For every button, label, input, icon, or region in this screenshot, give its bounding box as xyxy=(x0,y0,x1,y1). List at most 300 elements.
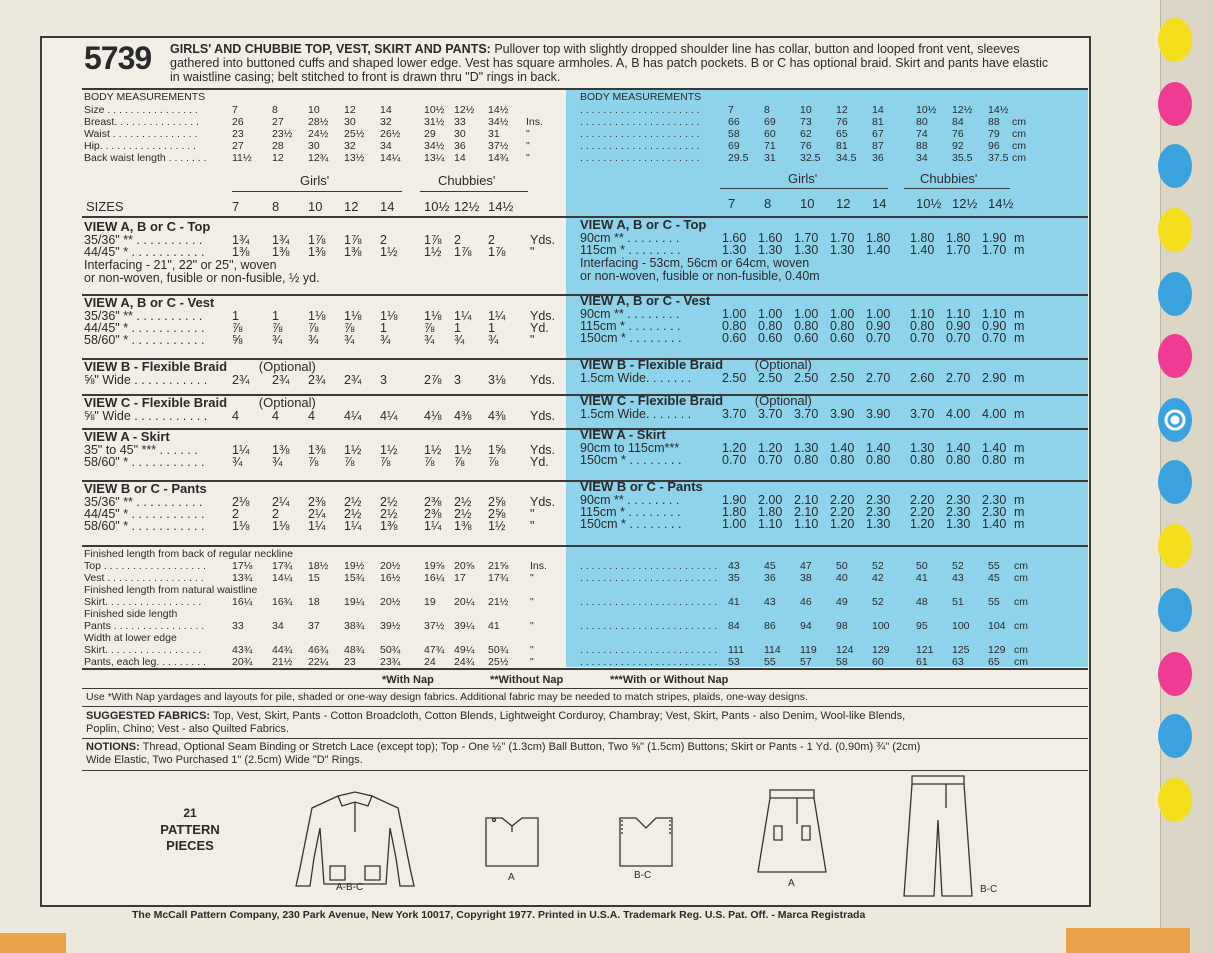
metric-body-value: 84 xyxy=(952,116,964,128)
meter-unit: m xyxy=(1014,243,1025,257)
body-row-label: Breast. . . . . . . . . . . . . . . xyxy=(84,116,199,128)
meter-value: 2.90 xyxy=(982,371,1007,385)
metric-body-dot-leader: . . . . . . . . . . . . . . . . . . . . . xyxy=(580,152,700,164)
metric-finished-value: 84 xyxy=(728,620,740,632)
yardage-value: 4 xyxy=(308,409,315,423)
finished-heading: Finished length from back of regular neckline xyxy=(84,548,293,560)
body-value: 31½ xyxy=(424,116,445,128)
finished-row-label: Pants, each leg. . . . . . . . . xyxy=(84,656,206,668)
finished-value: 19⅝ xyxy=(424,560,445,572)
meter-value: 1.00 xyxy=(722,307,747,321)
size-header: 10½ xyxy=(424,199,450,214)
finished-unit: " xyxy=(530,656,534,668)
metric-finished-value: 124 xyxy=(836,644,854,656)
metric-body-value: 12 xyxy=(836,104,848,116)
metric-body-value: 67 xyxy=(872,128,884,140)
yardage-value: ¾ xyxy=(344,333,355,347)
meter-value: 1.10 xyxy=(982,307,1007,321)
size-header: 10 xyxy=(308,199,323,214)
view-optional: (Optional) xyxy=(258,395,316,410)
finished-value: 50¾ xyxy=(488,644,509,656)
view-title: VIEW C - Flexible Braid xyxy=(84,395,228,410)
finished-value: 39¼ xyxy=(454,620,475,632)
body-value: 23½ xyxy=(272,128,293,140)
finished-value: 14¼ xyxy=(272,572,293,584)
body-value: 36 xyxy=(454,140,466,152)
meter-value: 0.90 xyxy=(982,319,1007,333)
yardage-value: 2⅜ xyxy=(424,507,442,521)
yardage-value: 1⅞ xyxy=(488,245,506,259)
meter-value: 2.30 xyxy=(946,493,971,507)
divider-finished xyxy=(82,545,1088,547)
body-unit: " xyxy=(526,140,530,152)
registration-dot xyxy=(1158,18,1192,62)
meter-value: 0.80 xyxy=(758,319,783,333)
metric-body-value: 60 xyxy=(764,128,776,140)
finished-value: 15 xyxy=(308,572,320,584)
yardage-value: ¾ xyxy=(424,333,435,347)
nap-note: Use *With Nap yardages and layouts for pile, shaded or one-way design fabrics. Additional fabric may be needed to match stripes, plaids, one-way designs. xyxy=(86,691,808,703)
yardage-value: 2 xyxy=(488,233,495,247)
metric-view-row-label: 90cm ** . . . . . . . . xyxy=(580,307,680,321)
body-value: 27 xyxy=(232,140,244,152)
metric-body-dot-leader: . . . . . . . . . . . . . . . . . . . . . xyxy=(580,128,700,140)
view-row-label: ⅝" Wide . . . . . . . . . . . xyxy=(84,409,208,423)
size-header: 12½ xyxy=(454,199,480,214)
yardage-value: 1 xyxy=(232,309,239,323)
body-value: 23 xyxy=(232,128,244,140)
body-value: 26½ xyxy=(380,128,401,140)
metric-size-header: 14½ xyxy=(988,196,1014,211)
finished-value: 20¾ xyxy=(232,656,253,668)
pattern-pieces-label-1: PATTERN xyxy=(160,822,220,837)
yardage-value: ⅞ xyxy=(424,455,435,469)
view-row-label: 35" to 45" *** . . . . . . xyxy=(84,443,198,457)
yardage-unit: Yd. xyxy=(530,321,549,335)
notions-label: NOTIONS: xyxy=(86,741,140,753)
girls-label: Girls' xyxy=(300,173,330,188)
body-value: 30 xyxy=(454,128,466,140)
yardage-value: 1⅜ xyxy=(272,245,290,259)
finished-unit: " xyxy=(530,644,534,656)
finished-value: 49¼ xyxy=(454,644,475,656)
meter-value: 0.60 xyxy=(758,331,783,345)
metric-finished-value: 65 xyxy=(988,656,1000,668)
vest-bc-sketch xyxy=(616,812,676,872)
body-value: 34½ xyxy=(488,116,509,128)
metric-finished-value: 42 xyxy=(872,572,884,584)
meter-value: 1.00 xyxy=(866,307,891,321)
view-row-label: 58/60" * . . . . . . . . . . . xyxy=(84,333,205,347)
yardage-value: 2⅜ xyxy=(308,495,326,509)
metric-view-row-label: 115cm * . . . . . . . . xyxy=(580,319,681,333)
metric-finished-value: 45 xyxy=(988,572,1000,584)
meter-unit: m xyxy=(1014,441,1025,455)
metric-view-title: VIEW B - Flexible Braid xyxy=(580,357,724,372)
yardage-value: 2⅛ xyxy=(232,495,250,509)
yardage-value: 2½ xyxy=(454,495,472,509)
meter-value: 2.50 xyxy=(830,371,855,385)
metric-view-row-label: 90cm ** . . . . . . . . xyxy=(580,231,680,245)
meter-value: 1.80 xyxy=(722,505,747,519)
finished-value: 37 xyxy=(308,620,320,632)
yardage-unit: Yds. xyxy=(530,443,556,457)
meter-value: 1.30 xyxy=(758,243,783,257)
body-value: 10 xyxy=(308,104,320,116)
registration-dot xyxy=(1158,398,1192,442)
yardage-value: 1⅜ xyxy=(308,245,326,259)
yardage-value: 1 xyxy=(488,321,495,335)
yardage-value: ⅞ xyxy=(308,455,319,469)
meter-value: 2.50 xyxy=(758,371,783,385)
meter-value: 0.70 xyxy=(758,453,783,467)
yardage-value: 2⅜ xyxy=(424,495,442,509)
yardage-unit: " xyxy=(530,245,535,259)
finished-row-label: Top . . . . . . . . . . . . . . . . . . xyxy=(84,560,206,572)
yardage-value: 1¼ xyxy=(344,519,362,533)
yardage-value: 1⅞ xyxy=(454,245,472,259)
yardage-value: 3 xyxy=(454,373,461,387)
meter-value: 1.80 xyxy=(946,231,971,245)
finished-value: 20½ xyxy=(380,596,401,608)
metric-finished-value: 41 xyxy=(916,572,928,584)
finished-unit: " xyxy=(530,572,534,584)
divider-finished-bottom xyxy=(82,668,1088,670)
body-value: 12 xyxy=(344,104,356,116)
metric-view-title: VIEW A - Skirt xyxy=(580,427,666,442)
finished-unit: " xyxy=(530,620,534,632)
meter-value: 1.90 xyxy=(982,231,1007,245)
meter-value: 3.70 xyxy=(910,407,935,421)
metric-body-value: 7 xyxy=(728,104,734,116)
metric-finished-value: 98 xyxy=(836,620,848,632)
metric-body-dot-leader: . . . . . . . . . . . . . . . . . . . . . xyxy=(580,116,700,128)
meter-value: 1.30 xyxy=(910,441,935,455)
metric-finished-value: 46 xyxy=(800,596,812,608)
metric-body-value: 92 xyxy=(952,140,964,152)
metric-body-value: 69 xyxy=(764,116,776,128)
finished-unit: Ins. xyxy=(530,560,547,572)
metric-finished-unit: cm xyxy=(1014,644,1028,656)
yardage-unit: Yds. xyxy=(530,495,556,509)
metric-size-header: 10½ xyxy=(916,196,942,211)
yardage-value: ⅞ xyxy=(380,455,391,469)
metric-finished-value: 61 xyxy=(916,656,928,668)
metric-chubbies-underline xyxy=(904,188,1010,189)
meter-value: 2.70 xyxy=(946,371,971,385)
yardage-value: ⅞ xyxy=(344,321,355,335)
metric-body-unit: cm xyxy=(1012,152,1026,164)
meter-value: 0.80 xyxy=(982,453,1007,467)
registration-dot xyxy=(1158,652,1192,696)
meter-value: 1.10 xyxy=(910,307,935,321)
view-title: VIEW A, B or C - Top xyxy=(84,219,211,234)
yardage-value: 2½ xyxy=(380,495,398,509)
metric-body-value: 73 xyxy=(800,116,812,128)
body-value: 14½ xyxy=(488,104,509,116)
finished-value: 17¾ xyxy=(272,560,293,572)
finished-value: 47¾ xyxy=(424,644,445,656)
body-measurements-label: BODY MEASUREMENTS xyxy=(84,91,206,103)
body-value: 28 xyxy=(272,140,284,152)
yardage-value: 1⅜ xyxy=(308,443,326,457)
yardage-unit: " xyxy=(530,507,535,521)
metric-body-value: 80 xyxy=(916,116,928,128)
meter-value: 0.80 xyxy=(910,453,935,467)
metric-view-row-label: 90cm to 115cm*** xyxy=(580,441,680,455)
metric-finished-value: 55 xyxy=(764,656,776,668)
yardage-unit: Yds. xyxy=(530,233,556,247)
metric-body-value: 96 xyxy=(988,140,1000,152)
yardage-value: ¾ xyxy=(380,333,391,347)
body-value: 33 xyxy=(454,116,466,128)
suggested-fabrics-2: Poplin, Chino; Vest - also Quilted Fabrics. xyxy=(86,723,289,735)
metric-size-header: 8 xyxy=(764,196,772,211)
body-row-label: Size . . . . . . . . . . . . . . . . xyxy=(84,104,198,116)
meter-value: 1.40 xyxy=(830,441,855,455)
yardage-unit: Yds. xyxy=(530,309,556,323)
size-header: 12 xyxy=(344,199,359,214)
finished-heading: Finished side length xyxy=(84,608,178,620)
metric-finished-value: 52 xyxy=(872,560,884,572)
yardage-value: 1¼ xyxy=(308,519,326,533)
meter-value: 0.80 xyxy=(794,319,819,333)
metric-body-value: 79 xyxy=(988,128,1000,140)
body-value: 30 xyxy=(308,140,320,152)
metric-finished-value: 60 xyxy=(872,656,884,668)
metric-body-value: 10½ xyxy=(916,104,937,116)
body-unit: " xyxy=(526,128,530,140)
body-unit: Ins. xyxy=(526,116,543,128)
meter-value: 1.00 xyxy=(794,307,819,321)
metric-view-optional: (Optional) xyxy=(754,393,812,408)
meter-value: 1.30 xyxy=(794,441,819,455)
meter-value: 0.80 xyxy=(830,453,855,467)
metric-finished-value: 55 xyxy=(988,560,1000,572)
yardage-value: 1¼ xyxy=(454,309,472,323)
nap-legend-1: *With Nap xyxy=(382,674,434,686)
metric-finished-unit: cm xyxy=(1014,572,1028,584)
metric-body-value: 14 xyxy=(872,104,884,116)
meter-value: 0.70 xyxy=(946,331,971,345)
body-value: 26 xyxy=(232,116,244,128)
yardage-value: 2 xyxy=(272,507,279,521)
finished-value: 22¼ xyxy=(308,656,329,668)
metric-view-title: VIEW A, B or C - Top xyxy=(580,217,707,232)
meter-unit: m xyxy=(1014,407,1025,421)
metric-body-value: 74 xyxy=(916,128,928,140)
body-value: 31 xyxy=(488,128,500,140)
registration-dot xyxy=(1158,208,1192,252)
yardage-value: ¾ xyxy=(232,455,243,469)
view-row-label: 58/60" * . . . . . . . . . . . xyxy=(84,455,205,469)
metric-finished-value: 55 xyxy=(988,596,1000,608)
meter-unit: m xyxy=(1014,307,1025,321)
body-value: 13¼ xyxy=(424,152,445,164)
notions xyxy=(86,742,920,753)
meter-value: 1.00 xyxy=(830,307,855,321)
yardage-value: 4⅜ xyxy=(488,409,506,423)
metric-body-value: 65 xyxy=(836,128,848,140)
body-value: 34½ xyxy=(424,140,445,152)
meter-value: 1.30 xyxy=(866,517,891,531)
metric-body-unit: cm xyxy=(1012,116,1026,128)
metric-body-value: 88 xyxy=(988,116,1000,128)
metric-body-value: 8 xyxy=(764,104,770,116)
meter-value: 1.40 xyxy=(910,243,935,257)
metric-chubbies-label: Chubbies' xyxy=(920,171,978,186)
meter-value: 0.80 xyxy=(946,453,971,467)
finished-value: 43¾ xyxy=(232,644,253,656)
body-value: 24½ xyxy=(308,128,329,140)
metric-finished-value: 95 xyxy=(916,620,928,632)
meter-value: 2.10 xyxy=(794,493,819,507)
suggested-label: SUGGESTED FABRICS: xyxy=(86,710,211,722)
yardage-value: 1½ xyxy=(380,443,398,457)
view-note: Interfacing - 21", 22" or 25", woven xyxy=(84,258,277,272)
metric-view-title: VIEW B or C - Pants xyxy=(580,479,703,494)
metric-finished-value: 63 xyxy=(952,656,964,668)
metric-size-header: 12 xyxy=(836,196,851,211)
meter-value: 0.60 xyxy=(794,331,819,345)
metric-size-header: 12½ xyxy=(952,196,978,211)
metric-body-value: 34.5 xyxy=(836,152,857,164)
body-row-label: Waist . . . . . . . . . . . . . . . xyxy=(84,128,198,140)
view-row-label: 35/36" ** . . . . . . . . . . xyxy=(84,309,203,323)
notions-2: Wide Elastic, Two Purchased 1" (2.5cm) Wide "D" Rings. xyxy=(86,754,363,766)
meter-value: 2.30 xyxy=(946,505,971,519)
meter-value: 0.90 xyxy=(946,319,971,333)
registration-dot xyxy=(1158,588,1192,632)
body-unit: " xyxy=(526,152,530,164)
meter-value: 2.30 xyxy=(982,493,1007,507)
meter-value: 1.10 xyxy=(946,307,971,321)
metric-finished-value: 51 xyxy=(952,596,964,608)
yardage-value: 2 xyxy=(454,233,461,247)
meter-value: 1.40 xyxy=(982,441,1007,455)
yardage-value: 1⅜ xyxy=(232,245,250,259)
metric-body-value: 31 xyxy=(764,152,776,164)
yardage-value: 1⅞ xyxy=(344,233,362,247)
yardage-value: 1⅜ xyxy=(344,245,362,259)
yardage-value: 4⅜ xyxy=(454,409,472,423)
finished-value: 24¾ xyxy=(454,656,475,668)
yardage-value: 2¾ xyxy=(344,373,362,387)
yardage-value: 1⅛ xyxy=(308,309,326,323)
finished-value: 17⅛ xyxy=(232,560,253,572)
yardage-value: ¾ xyxy=(272,455,283,469)
metric-finished-value: 50 xyxy=(916,560,928,572)
yardage-value: ¾ xyxy=(308,333,319,347)
meter-value: 1.20 xyxy=(830,517,855,531)
meter-unit: m xyxy=(1014,319,1025,333)
yardage-value: 1½ xyxy=(424,245,442,259)
metric-body-value: 34 xyxy=(916,152,928,164)
metric-view-row-label: 150cm * . . . . . . . . xyxy=(580,517,682,531)
skirt-sketch xyxy=(752,786,832,878)
yardage-value: 1½ xyxy=(380,245,398,259)
yardage-value: 3 xyxy=(380,373,387,387)
body-value: 34 xyxy=(380,140,392,152)
registration-dot xyxy=(1158,334,1192,378)
metric-finished-value: 45 xyxy=(764,560,776,572)
metric-body-value: 14½ xyxy=(988,104,1009,116)
yardage-value: 1½ xyxy=(488,519,506,533)
body-value: 7 xyxy=(232,104,238,116)
vest-a-sketch xyxy=(482,812,542,872)
pants-sketch xyxy=(898,772,978,900)
metric-body-value: 76 xyxy=(800,140,812,152)
meter-value: 1.30 xyxy=(830,243,855,257)
metric-body-unit: cm xyxy=(1012,140,1026,152)
registration-dot xyxy=(1158,272,1192,316)
finished-value: 18 xyxy=(308,596,320,608)
body-row-label: Back waist length . . . . . . . xyxy=(84,152,207,164)
body-value: 12½ xyxy=(454,104,475,116)
sketch-label-top: A-B-C xyxy=(336,882,364,893)
metric-finished-unit: cm xyxy=(1014,656,1028,668)
yardage-value: 1¼ xyxy=(424,519,442,533)
finished-value: 20⅝ xyxy=(454,560,475,572)
metric-body-value: 29.5 xyxy=(728,152,749,164)
finished-value: 23¾ xyxy=(380,656,401,668)
meter-unit: m xyxy=(1014,371,1025,385)
meter-value: 0.70 xyxy=(910,331,935,345)
yardage-value: 1½ xyxy=(424,443,442,457)
tape-strip-left xyxy=(0,933,66,953)
metric-finished-unit: cm xyxy=(1014,560,1028,572)
metric-finished-value: 49 xyxy=(836,596,848,608)
metric-finished-dot-leader: . . . . . . . . . . . . . . . . . . . . . . . . xyxy=(580,644,718,656)
yardage-value: 2¾ xyxy=(308,373,326,387)
finished-row-label: Skirt. . . . . . . . . . . . . . . . . xyxy=(84,644,202,656)
meter-value: 0.70 xyxy=(722,453,747,467)
body-value: 37½ xyxy=(488,140,509,152)
metric-finished-value: 36 xyxy=(764,572,776,584)
meter-value: 0.90 xyxy=(866,319,891,333)
yardage-value: ⅞ xyxy=(308,321,319,335)
meter-value: 0.80 xyxy=(866,453,891,467)
yardage-value: 2½ xyxy=(344,507,362,521)
finished-value: 19 xyxy=(424,596,436,608)
meter-value: 2.30 xyxy=(866,493,891,507)
finished-value: 23 xyxy=(344,656,356,668)
yardage-value: 1¾ xyxy=(272,233,290,247)
meter-value: 0.60 xyxy=(722,331,747,345)
metric-finished-value: 100 xyxy=(952,620,970,632)
body-value: 14¼ xyxy=(380,152,401,164)
sketch-label-skirt: A xyxy=(788,878,795,889)
view-row-label: 44/45" * . . . . . . . . . . . xyxy=(84,321,205,335)
yardage-unit: " xyxy=(530,333,535,347)
metric-girls-underline xyxy=(720,188,888,189)
girls-underline xyxy=(232,191,402,192)
yardage-value: 3⅛ xyxy=(488,373,506,387)
size-header: 8 xyxy=(272,199,280,214)
sizes-label: SIZES xyxy=(86,199,124,214)
metric-body-value: 69 xyxy=(728,140,740,152)
metric-body-value: 32.5 xyxy=(800,152,821,164)
body-value: 32 xyxy=(380,116,392,128)
view-row-label: ⅝" Wide . . . . . . . . . . . xyxy=(84,373,208,387)
yardage-value: 1½ xyxy=(344,443,362,457)
view-row-label: 58/60" * . . . . . . . . . . . xyxy=(84,519,205,533)
yardage-value: 1⅞ xyxy=(424,233,442,247)
yardage-value: 2¾ xyxy=(272,373,290,387)
yardage-value: 1⅜ xyxy=(454,519,472,533)
registration-dot xyxy=(1158,144,1192,188)
yardage-value: 1 xyxy=(380,321,387,335)
